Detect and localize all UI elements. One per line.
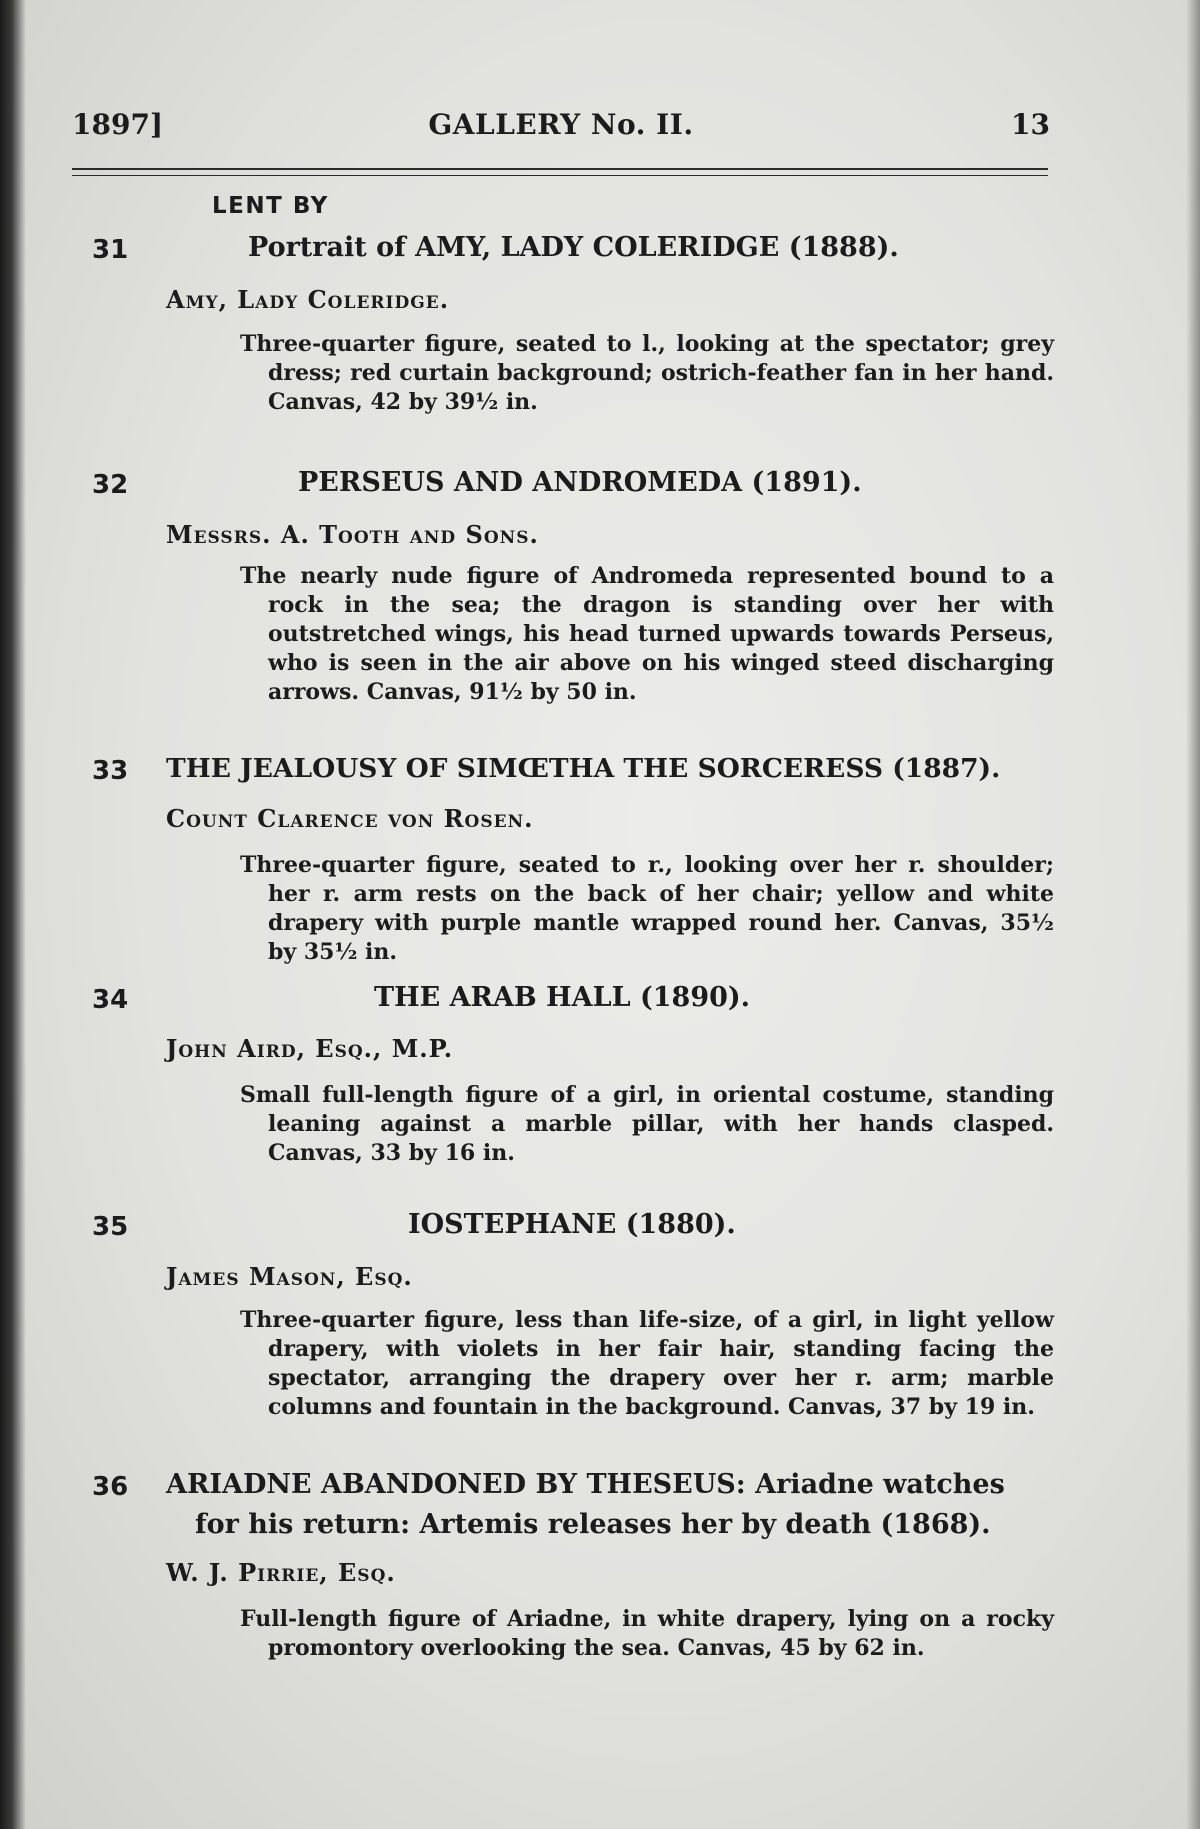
entry-lender: Count Clarence von Rosen. (166, 804, 534, 833)
entry-number: 35 (92, 1212, 129, 1242)
entry-description: Three-quarter figure, seated to l., looking at the spectator; grey dress; red curtain background; ostrich-feather fan in her hand. Canvas, 42 by 39½ in. (240, 331, 1054, 415)
entry-description: Three-quarter figure, less than life-size, of a girl, in light yellow drapery, with violets in her fair hair, standing facing the spectator, arranging the drapery over her r. arm; marble columns and fountain in the background. Canvas, 37 by 19 in. (240, 1307, 1054, 1420)
entry-number: 31 (92, 235, 129, 265)
entry-lender: John Aird, Esq., M.P. (166, 1034, 454, 1063)
page-edge-shadow (1186, 0, 1200, 1829)
page-number: 13 (1011, 108, 1050, 141)
header-rule (72, 168, 1048, 170)
entry-description: Small full-length figure of a girl, in oriental costume, standing leaning against a marble pillar, with her hands clasped. Canvas, 33 by 16 in. (240, 1082, 1054, 1166)
entry-number: 36 (92, 1472, 129, 1502)
page-binding-shadow (0, 0, 26, 1829)
entry-description: Three-quarter figure, seated to r., looking over her r. shoulder; her r. arm rests on the back of her chair; yellow and white drapery with purple mantle wrapped round her. Canvas, 35½ by 35½ in. (240, 852, 1054, 965)
entry-title: IOSTEPHANE (1880). (408, 1209, 736, 1240)
header-year: 1897] (72, 108, 164, 141)
entry-title: THE ARAB HALL (1890). (374, 982, 751, 1013)
entry-number: 32 (92, 470, 129, 500)
header-rule-thin (72, 175, 1048, 176)
entry-lender: Messrs. A. Tooth and Sons. (166, 520, 539, 549)
entry-lender: Amy, Lady Coleridge. (166, 285, 450, 314)
entry-description: The nearly nude figure of Andromeda represented bound to a rock in the sea; the dragon is standing over her with outstretched wings, his head turned upwards towards Perseus, who is seen in the air above on his winged steed discharging arrows. Canvas, 91½ by 50 in. (240, 563, 1054, 705)
entry-title: ARIADNE ABANDONED BY THESEUS: Ariadne watches (166, 1469, 1005, 1500)
entry-title: Portrait of AMY, LADY COLERIDGE (1888). (248, 232, 899, 263)
entry-lender: W. J. Pirrie, Esq. (166, 1558, 396, 1587)
entry-title: PERSEUS AND ANDROMEDA (1891). (298, 467, 862, 498)
lent-by-label: LENT BY (212, 193, 329, 219)
entry-description: Full-length figure of Ariadne, in white drapery, lying on a rocky promontory overlooking the sea. Canvas, 45 by 62 in. (240, 1606, 1054, 1661)
entry-title-continuation: for his return: Artemis releases her by death (1868). (195, 1509, 991, 1540)
entry-lender: James Mason, Esq. (166, 1262, 413, 1291)
entry-number: 33 (92, 756, 129, 786)
entry-title: THE JEALOUSY OF SIMŒTHA THE SORCERESS (1887). (166, 753, 1001, 784)
running-header (72, 108, 1050, 148)
header-title: GALLERY No. II. (428, 108, 694, 141)
entry-number: 34 (92, 985, 129, 1015)
